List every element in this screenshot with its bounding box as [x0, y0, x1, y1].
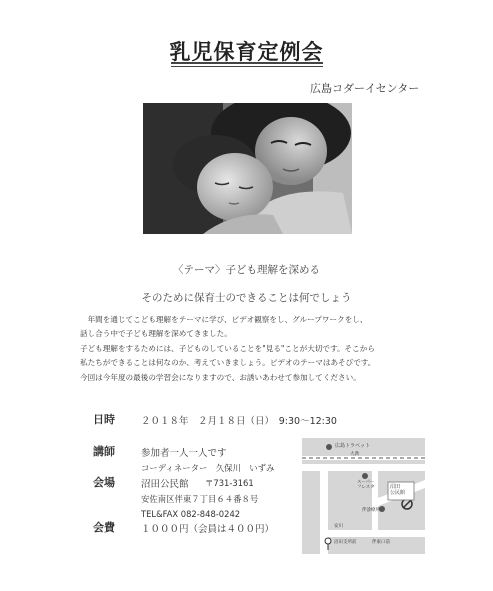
page-title: 乳児保育定例会 [169, 40, 324, 64]
lecturer-label: 講師 [93, 445, 115, 458]
map-label-venue: 沼田 公民館 [390, 484, 406, 496]
map-label-supermarket: スーパー フレスタ [357, 480, 375, 490]
map-label-bottom2: 沼田支所前 [334, 540, 357, 545]
organizer-name: 広島コダーイセンター [310, 82, 420, 95]
date-label: 日時 [93, 413, 115, 426]
children-photo-graphic [143, 103, 352, 234]
theme-heading: 〈テーマ〉子ども理解を深める [173, 264, 320, 276]
fee-label: 会費 [93, 521, 115, 534]
description-line: 年間を通じてこども理解をテーマに学び、ビデオ観察をし、グループワークをし、 [80, 315, 368, 324]
children-photo [143, 103, 352, 234]
map-label-landmark2: 大典 [350, 452, 359, 457]
map-label-clinic: 伴診療所 [362, 508, 380, 513]
map-label-bottom1: 安川 [334, 524, 343, 529]
venue-telfax: TEL&FAX 082-848-0242 [141, 509, 241, 519]
description-line: 子ども理解をするためには、子どものしていることを"見る"ことが大切です。そこから [80, 343, 375, 353]
title-underline [171, 62, 323, 64]
venue-map-graphic [302, 438, 425, 554]
description-line: 話し合う中で子ども理解を深めてきました。 [80, 329, 232, 339]
date-value: ２０１８年 ２月１８日（日） 9:30〜12:30 [141, 416, 337, 427]
description-line: 私たちができることは何なのか、考えていきましょう。ビデオのテーマはあそびです。 [80, 358, 376, 368]
fee-value: １０００円（会員は４００円） [141, 524, 275, 535]
lecturer-value: 参加者一人一人です [141, 448, 227, 459]
venue-label: 会場 [93, 476, 115, 489]
title-underline-secondary [171, 66, 323, 67]
coordinator-value: コーディネーター 久保川 いずみ [141, 463, 275, 473]
venue-address: 安佐南区伴東７丁目６４番８号 [141, 494, 259, 504]
venue-map [302, 438, 425, 554]
theme-subheading: そのために保育士のできることは何でしょう [141, 292, 352, 304]
venue-name: 沼田公民館 [141, 479, 189, 490]
description-line: 今回は今年度の最後の学習会になりますので、お誘いあわせて参加してください。 [80, 372, 361, 382]
venue-postal: 〒731-3161 [205, 478, 254, 488]
map-label-bottom3: 伴東口前 [372, 540, 390, 545]
description-text [80, 313, 440, 385]
map-label-landmark1: 広島トラベット [335, 443, 371, 449]
